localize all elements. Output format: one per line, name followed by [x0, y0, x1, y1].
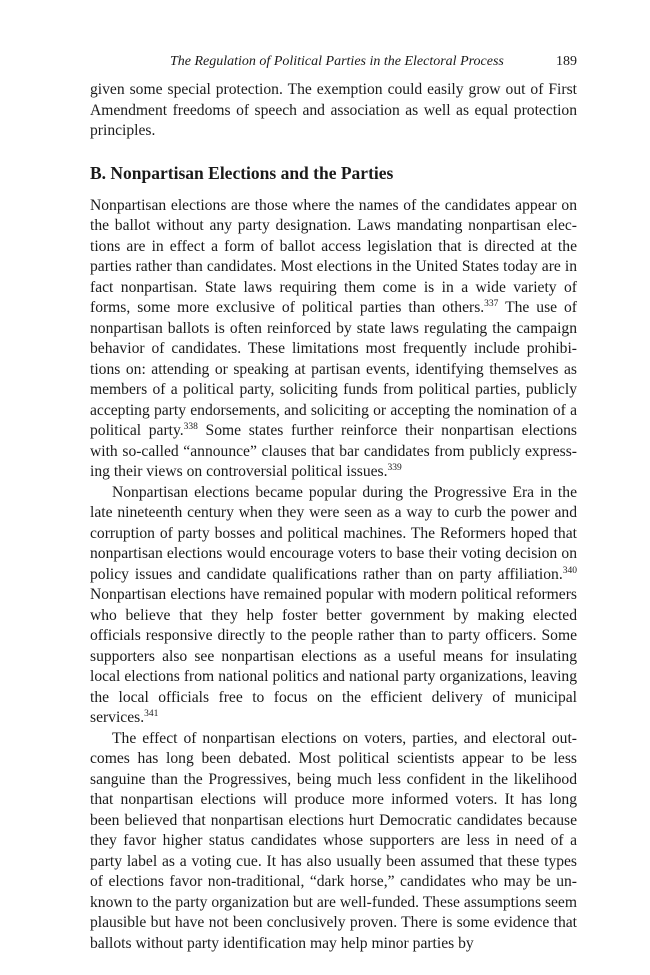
book-page	[90, 52, 577, 954]
paragraph-1	[90, 196, 577, 483]
footnote-ref-338[interactable]: 338	[183, 422, 198, 432]
footnote-ref-341[interactable]: 341	[144, 709, 159, 719]
paragraph-1-text-a: Nonpartisan elections are those where the names of the candidates appear on the ballot without any party designation. Laws mandating nonpartisan elections are in effect a form of ballot access legislation that is directed at the parties rather than candidates. Most elections in the United States today are in fact nonpartisan. State laws requiring them come is in a wide variety of forms, some more exclusive of political parties than others.	[90, 196, 577, 316]
running-title: The Regulation of Political Parties in the Electoral Process	[170, 54, 504, 69]
paragraph-3: The effect of nonpartisan elections on voters, parties, and electoral outcomes has long been debated. Most political scientists appear to be less sanguine than the Progressives, being much less confident in the likelihood that nonpartisan elections will produce more informed voters. It has long been believed that nonpartisan elections hurt Democratic candidates because they favor higher status candidates whose supporters are less in need of a party label as a voting cue. It has also usually been assumed that these types of elections favor non-traditional, “dark horse,” candidates who may be unknown to the party organization but are well-funded. These assumptions seem plausible but have not been conclusively proven. There is some evidence that ballots without party identification may help minor parties by	[90, 729, 577, 952]
page-number: 189	[556, 54, 577, 69]
paragraph-continued: given some special protection. The exemption could easily grow out of First Amendment freedoms of speech and association as well as equal protection principles.	[90, 81, 577, 139]
paragraph-1-text-b: The use of nonpartisan ballots is often reinforced by state laws regulating the campaign behavior of candidates. These limitations most frequently include prohibitions on: attending or speaking at partisan events, identifying themselves as members of a political party, soliciting funds from political parties, publicly accepting party endorsements, and soliciting or accepting the nomination of a political party.	[90, 299, 577, 439]
paragraph-1-text-c: Some states further reinforce their nonpartisan elections with so-called “announce” clauses that bar candidates from publicly expressing their views on controversial political issues.	[90, 422, 577, 480]
paragraph-2-text-b: Nonpartisan elections have remained popular with modern political reformers who believe that they help foster better government by making elected officials responsive directly to the people rather than to party officers. Some supporters also see nonpartisan elections as a useful means for insulating local elections from national politics and national party organizations, leaving the local officials free to focus on the efficient delivery of municipal services.	[90, 586, 577, 726]
running-header	[90, 52, 577, 72]
footnote-ref-340[interactable]: 340	[562, 565, 577, 576]
footnote-ref-339[interactable]: 339	[387, 463, 402, 473]
body-text	[90, 80, 577, 954]
section-heading: B. Nonpartisan Elections and the Parties	[90, 162, 394, 183]
paragraph-2-text-a: Nonpartisan elections became popular during the Progressive Era in the late nineteenth century when they were seen as a way to curb the power and corruption of party bosses and political machines. The Reformers hoped that nonpartisan elections would encourage voters to base their voting decision on policy issues and candidate qualifications rather than on party affiliation.	[90, 483, 577, 583]
footnote-ref-337[interactable]: 337	[484, 299, 499, 309]
paragraph-2	[90, 483, 577, 729]
